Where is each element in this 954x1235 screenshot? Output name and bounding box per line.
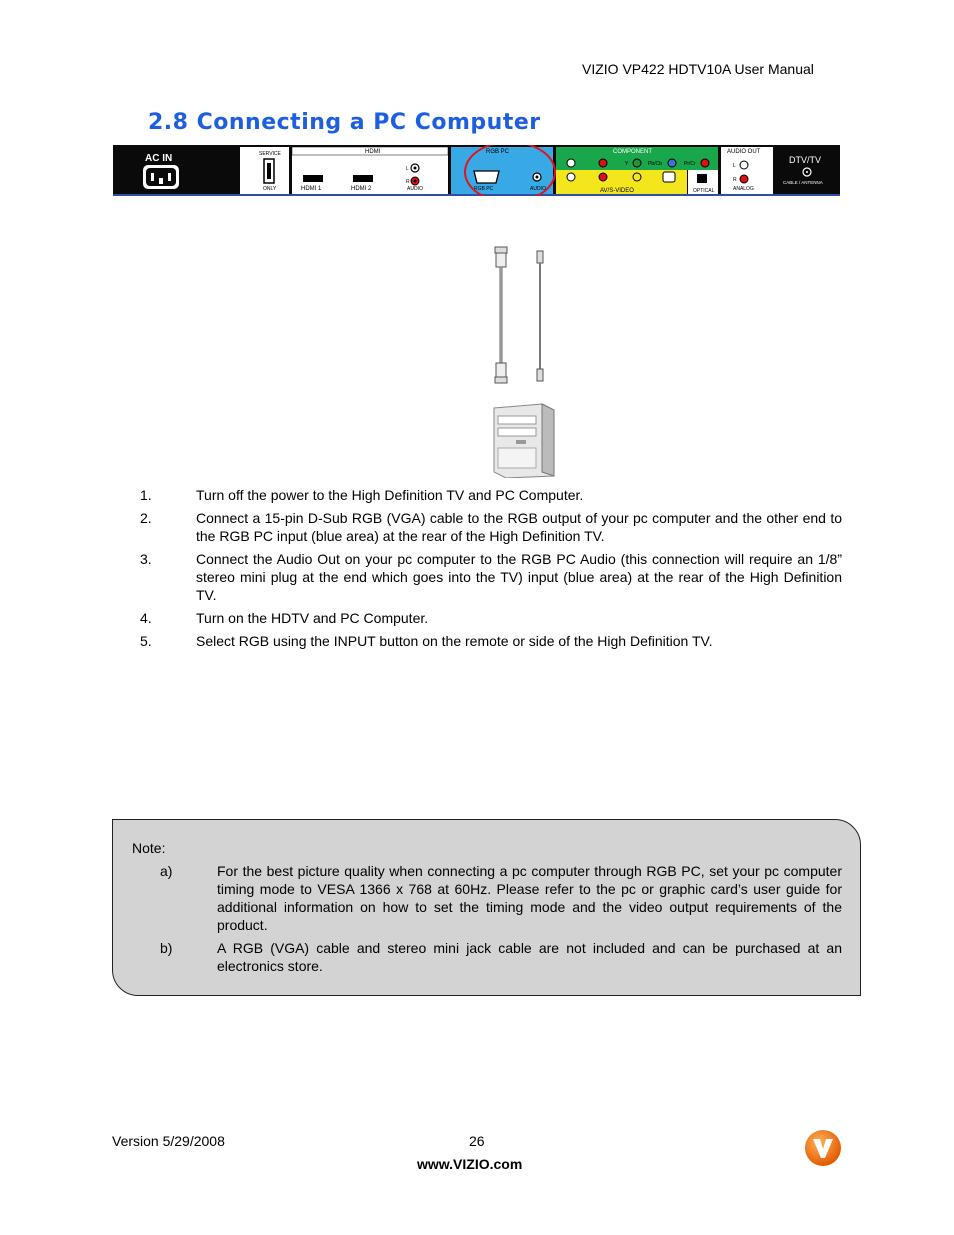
step-text: Turn off the power to the High Definition TV and PC Computer. (196, 487, 584, 503)
vga-and-audio-cable-illustration (486, 245, 556, 385)
note-box (112, 819, 861, 996)
instruction-steps (140, 486, 842, 655)
dtv-tv-label: DTV/TV (789, 155, 822, 165)
component-label: COMPONENT (613, 149, 652, 155)
audio-out-r-label: R (733, 177, 737, 183)
audio-out-l-label: L (733, 163, 736, 169)
list-item (140, 550, 842, 604)
step-number: 2. (140, 510, 152, 526)
page-number: 26 (469, 1133, 485, 1149)
list-item (140, 609, 842, 627)
list-item (160, 862, 842, 934)
note-list (160, 862, 842, 980)
component-pr-jack-icon (701, 159, 709, 167)
analog-label: ANALOG (733, 186, 754, 192)
component-y-jack-icon (633, 159, 641, 167)
hdmi-label: HDMI (365, 149, 381, 155)
step-text: Select RGB using the INPUT button on the remote or side of the High Definition TV. (196, 633, 713, 649)
step-number: 5. (140, 633, 152, 649)
rgb-audio-label: AUDIO (530, 186, 546, 192)
av-svideo-label: AV/S-VIDEO (600, 188, 634, 194)
note-letter: a) (160, 863, 173, 879)
step-number: 4. (140, 610, 152, 626)
note-text: For the best picture quality when connecting a pc computer through RGB PC, set your pc computer timing mode to VESA 1366 x 768 at 60Hz. Please refer to the pc or graphic card’s user guide for additional information on how to set the timing mode and the video output requirements of the product. (217, 863, 842, 933)
component-y-label: Y (625, 161, 629, 167)
step-text: Connect a 15-pin D-Sub RGB (VGA) cable to the RGB output of your pc computer and the other end to the RGB PC input (blue area) at the rear of the High Definition TV. (196, 510, 842, 544)
ac-in-label: AC IN (145, 153, 173, 164)
service-only-label: ONLY (263, 186, 277, 192)
hdmi2-label: HDMI 2 (351, 186, 372, 192)
step-number: 1. (140, 487, 152, 503)
s-video-port-icon (663, 172, 675, 182)
section-title: 2.8 Connecting a PC Computer (148, 110, 541, 135)
component-pr-label: Pr/Cr (684, 161, 696, 167)
note-text: A RGB (VGA) cable and stereo mini jack cable are not included and can be purchased at an electronics store. (217, 940, 842, 974)
service-label: SERVICE (259, 151, 281, 157)
hdmi-audio-l-label: L (406, 166, 409, 172)
step-number: 3. (140, 551, 152, 567)
list-item (140, 632, 842, 650)
step-text: Connect the Audio Out on your pc computer to the RGB PC Audio (this connection will require an 1/8” stereo mini plug at the end which goes into the TV) input (blue area) at the rear of the High Definition TV. (196, 551, 842, 603)
optical-label: OPTICAL (693, 188, 715, 194)
note-title: Note: (132, 840, 166, 856)
rgb-pc-port-label: RGB PC (474, 186, 494, 192)
hdmi2-port-icon (353, 175, 373, 182)
hdmi-audio-label: AUDIO (407, 186, 423, 192)
list-item (140, 486, 842, 504)
vga-port-icon (474, 171, 499, 183)
component-pb-jack-icon (668, 159, 676, 167)
rear-panel-diagram (113, 145, 840, 196)
note-letter: b) (160, 940, 173, 956)
hdmi-audio-r-label: R (406, 179, 410, 185)
version-text: Version 5/29/2008 (112, 1133, 225, 1149)
cable-antenna-label: CABLE / ANTENNA (783, 180, 823, 185)
vizio-logo-icon (804, 1129, 842, 1167)
optical-port-icon (697, 174, 707, 183)
rgb-pc-label: RGB PC (486, 149, 510, 155)
list-item (140, 509, 842, 545)
step-text: Turn on the HDTV and PC Computer. (196, 610, 429, 626)
component-pb-label: Pb/Cb (648, 161, 662, 167)
hdmi1-port-icon (303, 175, 323, 182)
pc-tower-illustration (486, 402, 556, 478)
hdmi1-label: HDMI 1 (301, 186, 322, 192)
manual-title: VIZIO VP422 HDTV10A User Manual (582, 61, 814, 77)
audio-out-label: AUDIO OUT (727, 149, 761, 155)
website-link[interactable]: www.VIZIO.com (417, 1156, 523, 1172)
list-item (160, 939, 842, 975)
